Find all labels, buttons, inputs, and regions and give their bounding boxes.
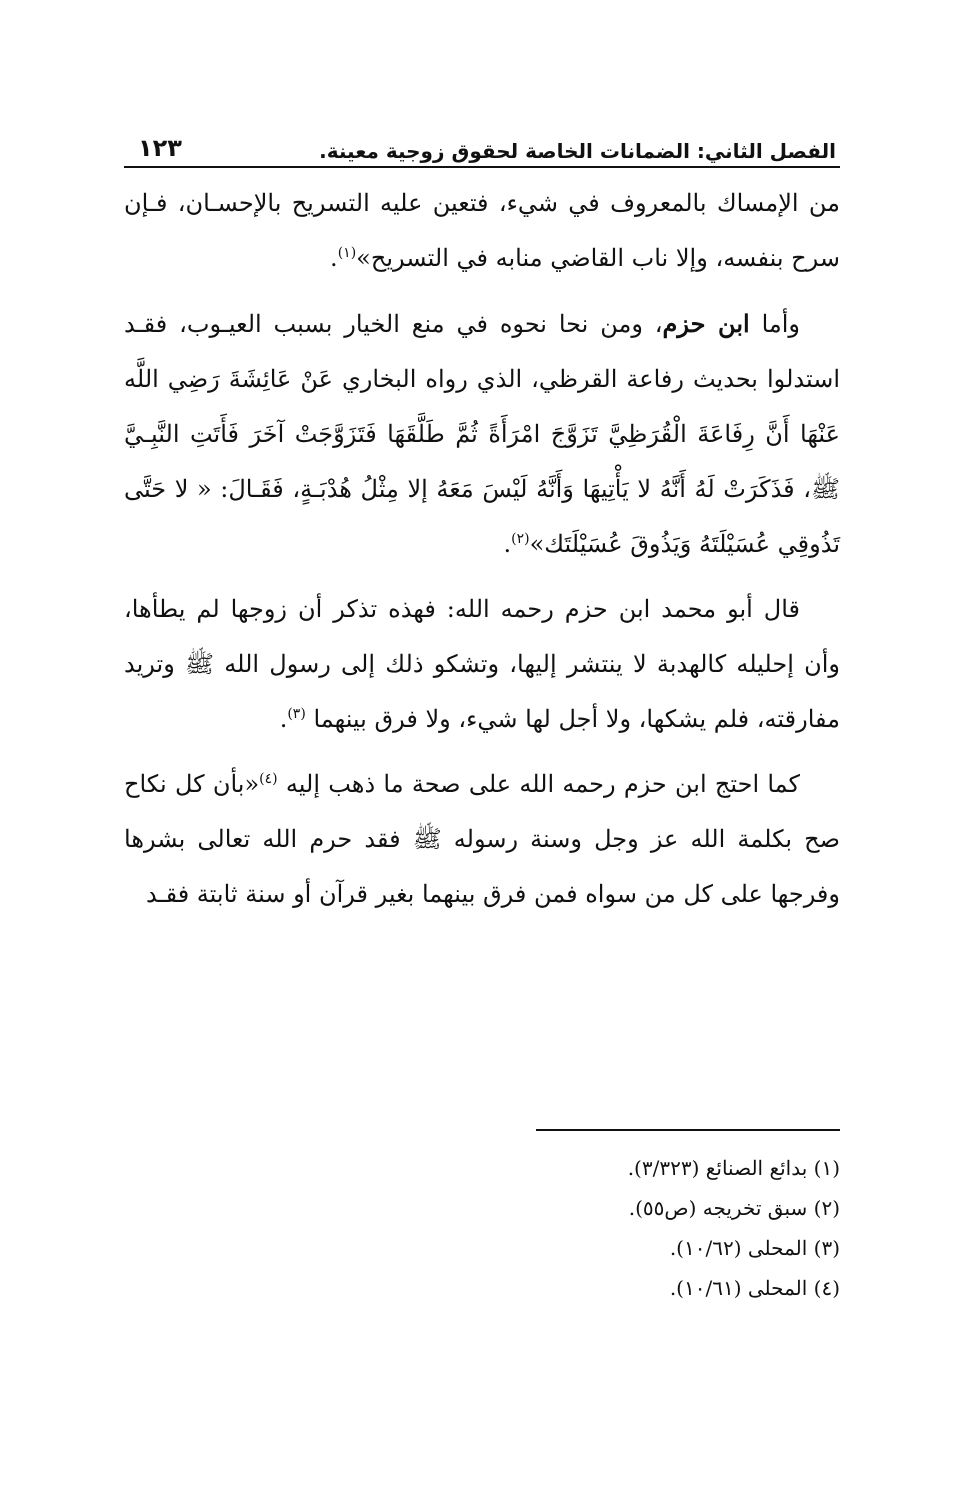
- paragraph-4: [124, 757, 840, 922]
- footnote-2: (٢) سبق تخريجه (ص٥٥).: [628, 1196, 840, 1220]
- paragraph-3: [124, 582, 840, 747]
- chapter-title: الفصل الثاني: الضمانات الخاصة لحقوق زوجية معينة.: [319, 139, 836, 163]
- bold-name-ibn-hazm: ابن حزم: [662, 309, 750, 338]
- paragraph-1: [124, 176, 840, 286]
- paragraph-3-end: .: [279, 705, 288, 733]
- header-rule: [124, 166, 840, 168]
- paragraph-2: [124, 296, 840, 572]
- paragraph-2-end: .: [503, 530, 512, 558]
- footnote-ref-4[interactable]: (٤): [259, 771, 278, 787]
- paragraph-2-text: ، ومن نحا نحوه في منع الخيار بسبب العيـوب، فقـد استدلوا بحديث رفاعة القرظي، الذي رواه البخاري عَنْ عَائِشَةَ رَضِي اللَّه عَنْهَا أَنَّ رِفَاعَةَ الْقُرَظِيَّ تَزَوَّجَ امْرَأَةً ثُمَّ طَلَّقَهَا فَتَزَوَّجَتْ آخَرَ فَأَتَتِ النَّبِـيَّ ﷺ، فَذَكَرَتْ لَهُ أَنَّهُ لا يَأْتِيهَا وَأَنَّهُ لَيْسَ مَعَهُ إلا مِثْلُ هُدْبَـةٍ، فَقَـالَ: « لا حَتَّى تَذُوقِي عُسَيْلَتَهُ وَيَذُوقَ عُسَيْلَتَك»: [124, 310, 840, 558]
- running-header: [124, 130, 840, 170]
- paragraph-4-text: كما احتج ابن حزم رحمه الله على صحة ما ذهب إليه: [285, 770, 800, 798]
- footnote-ref-3[interactable]: (٣): [287, 706, 306, 722]
- footnote-separator: [536, 1129, 840, 1131]
- paragraph-1-end: .: [330, 244, 338, 272]
- paragraph-2-lead: وأما: [761, 310, 800, 338]
- footnote-3: (٣) المحلى (١٠/٦٢).: [669, 1236, 840, 1260]
- paragraph-3-text: قال أبو محمد ابن حزم رحمه الله: فهذه تذكر أن زوجها لم يطأها، وأن إحليله كالهدبة لا ينتشر إليها، وتشكو ذلك إلى رسول الله ﷺ وتريد مفارقته، فلم يشكها، ولا أجل لها شيء، ولا فرق بينهما: [124, 595, 840, 733]
- paragraph-4-after: «بأن كل نكاح صح بكلمة الله عز وجل وسنة رسوله ﷺ فقد حرم الله تعالى بشرها وفرجها على كل من سواه فمن فرق بينهما بغير قرآن أو سنة ثابتة فقـد: [124, 770, 840, 908]
- footnote-ref-2[interactable]: (٢): [511, 531, 530, 547]
- paragraph-1-text: من الإمساك بالمعروف في شيء، فتعين عليه التسريح بالإحسـان، فـإن سرح بنفسه، وإلا ناب القاضي منابه في التسريح»: [124, 189, 840, 272]
- footnote-ref-1[interactable]: (١): [337, 245, 357, 261]
- footnotes: [124, 1148, 840, 1308]
- footnote-1: (١) بدائع الصنائع (٣/٣٢٣).: [627, 1156, 840, 1180]
- page-number: ١٢٣: [138, 134, 182, 162]
- footnote-4: (٤) المحلى (١٠/٦١).: [669, 1276, 840, 1300]
- main-text: [124, 176, 840, 922]
